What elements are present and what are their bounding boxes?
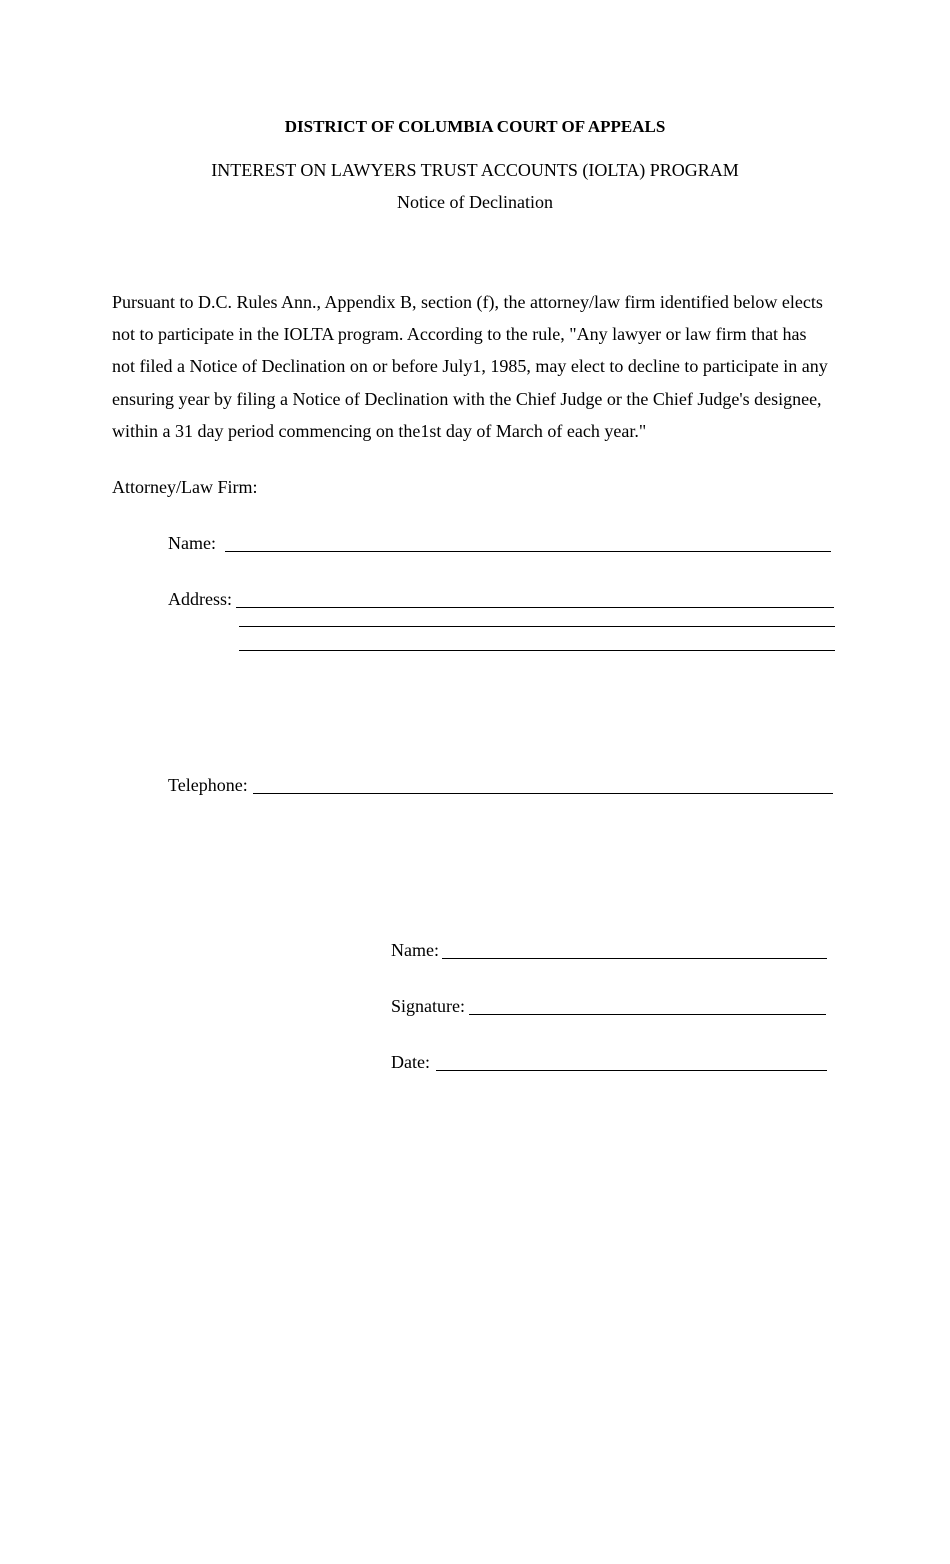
telephone-label: Telephone: bbox=[168, 775, 248, 795]
date-label: Date: bbox=[391, 1052, 430, 1072]
signature-field[interactable] bbox=[469, 1014, 826, 1015]
firm-name-label: Name: bbox=[168, 533, 216, 553]
paragraph-line: ensuring year by filing a Notice of Declination with the Chief Judge or the Chief Judge's designee, bbox=[112, 388, 822, 409]
address-field-line-3[interactable] bbox=[239, 650, 835, 651]
paragraph-line: Pursuant to D.C. Rules Ann., Appendix B, section (f), the attorney/law firm identified below elects bbox=[112, 292, 823, 312]
telephone-field[interactable] bbox=[253, 793, 833, 794]
court-title: DISTRICT OF COLUMBIA COURT OF APPEALS bbox=[284, 117, 666, 136]
signature-label: Signature: bbox=[391, 996, 465, 1016]
signer-name-field[interactable] bbox=[442, 958, 827, 959]
program-title: INTEREST ON LAWYERS TRUST ACCOUNTS (IOLTA) PROGRAM bbox=[211, 160, 739, 180]
address-field-line-2[interactable] bbox=[239, 626, 835, 627]
date-field[interactable] bbox=[436, 1070, 827, 1071]
firm-name-field[interactable] bbox=[225, 551, 831, 552]
notice-title: Notice of Declination bbox=[397, 192, 553, 212]
paragraph-line: not to participate in the IOLTA program. According to the rule, "Any lawyer or law firm that has bbox=[112, 324, 807, 345]
declination-paragraph bbox=[112, 286, 854, 447]
address-field-line-1[interactable] bbox=[236, 607, 834, 608]
paragraph-line: within a 31 day period commencing on the1st day of March of each year." bbox=[112, 420, 647, 441]
signer-name-label: Name: bbox=[391, 940, 439, 960]
address-label: Address: bbox=[168, 589, 232, 609]
attorney-law-firm-heading: Attorney/Law Firm: bbox=[112, 477, 258, 497]
paragraph-line: not filed a Notice of Declination on or before July1, 1985, may elect to decline to participate in any bbox=[112, 356, 828, 377]
